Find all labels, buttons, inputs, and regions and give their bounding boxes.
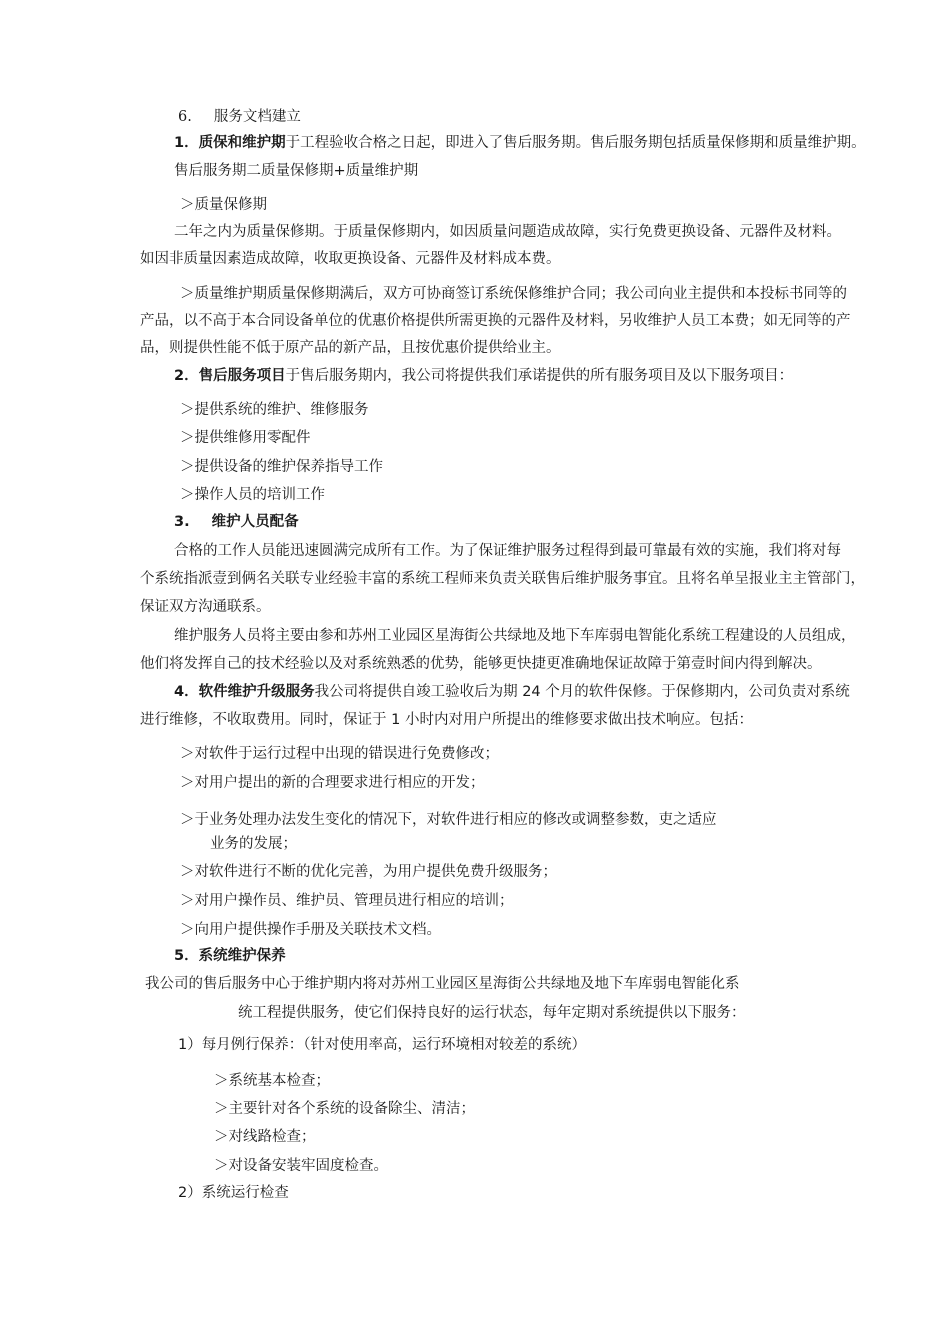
monthly-item: ＞系统基本检查； bbox=[214, 1073, 330, 1089]
software-item: ＞对用户提出的新的合理要求进行相应的开发； bbox=[180, 775, 485, 791]
staff-para-2-line-2: 他们将发挥自己的技术经验以及对系统熟悉的优势，能够更快捷更准确地保证故障于第壹时间内得到解决。 bbox=[140, 656, 822, 672]
staff-para-1-line-1: 合格的工作人员能迅速圆满完成所有工作。为了保证维护服务过程得到最可靠最有效的实施，我们将对每 bbox=[174, 543, 841, 559]
monthly-item: ＞对设备安装牢固度检查。 bbox=[214, 1158, 388, 1174]
software-item: ＞对用户操作员、维护员、管理员进行相应的培训； bbox=[180, 893, 514, 909]
staff-para-2-line-1: 维护服务人员将主要由参和苏州工业园区星海街公共绿地及地下车库弱电智能化系统工程建设的人员组成， bbox=[174, 628, 856, 644]
staff-para-1-line-2: 个系统指派壹到俩名关联专业经验丰富的系统工程师来负责关联售后维护服务事宜。且将名单呈报业主主管部门， bbox=[140, 571, 865, 587]
maintenance-line-1: ＞质量维护期质量保修期满后，双方可协商签订系统保修维护合同；我公司向业主提供和本投标书同等的 bbox=[180, 286, 847, 302]
para-1-line-2: 售后服务期二质量保修期+质量维护期 bbox=[174, 163, 419, 179]
warranty-line-2: 如因非质量因素造成故障，收取更换设备、元器件及材料成本费。 bbox=[140, 251, 561, 267]
para-3-title: 维护人员配备 bbox=[211, 514, 299, 530]
para-1-heading: 1．质保和维护期 bbox=[174, 135, 286, 151]
service-item: ＞提供设备的维护保养指导工作 bbox=[180, 459, 383, 475]
monthly-maintenance-heading: 1）每月例行保养：（针对使用率高，运行环境相对较差的系统） bbox=[178, 1037, 586, 1053]
system-check-heading: 2）系统运行检查 bbox=[178, 1185, 289, 1201]
para-1-line-1: 1．质保和维护期于工程验收合格之日起，即进入了售后服务期。售后服务期包括质量保修期和质量维护期。 bbox=[174, 135, 866, 151]
section-number: 6. bbox=[178, 109, 192, 125]
para-4-heading: 4．软件维护升级服务 bbox=[174, 684, 315, 700]
para-2-line: 2．售后服务项目于售后服务期内，我公司将提供我们承诺提供的所有服务项目及以下服务项目： bbox=[174, 368, 794, 384]
monthly-item: ＞对线路检查； bbox=[214, 1129, 316, 1145]
software-item: ＞对软件于运行过程中出现的错误进行免费修改； bbox=[180, 746, 499, 762]
maintenance-line-2: 产品，以不高于本合同设备单位的优惠价格提供所需更换的元器件及材料，另收维护人员工本费；如无同等的产 bbox=[140, 313, 851, 329]
section-6-heading bbox=[178, 107, 301, 127]
para-5-heading: 5．系统维护保养 bbox=[174, 948, 286, 964]
para-3-number: 3. bbox=[174, 514, 190, 530]
para-2-heading: 2．售后服务项目 bbox=[174, 368, 286, 384]
para-4-line-2: 进行维修，不收取费用。同时，保证于 1 小时内对用户所提出的维修要求做出技术响应。包括： bbox=[140, 712, 753, 728]
service-item: ＞操作人员的培训工作 bbox=[180, 487, 325, 503]
staff-para-1-line-3: 保证双方沟通联系。 bbox=[140, 599, 271, 615]
section-title: 服务文档建立 bbox=[213, 109, 301, 125]
warranty-heading: ＞质量保修期 bbox=[180, 197, 267, 213]
software-item-continued: 业务的发展； bbox=[210, 836, 297, 852]
para-5-line-2: 统工程提供服务，使它们保持良好的运行状态，每年定期对系统提供以下服务： bbox=[238, 1005, 746, 1021]
warranty-line-1: 二年之内为质量保修期。于质量保修期内，如因质量问题造成故障，实行免费更换设备、元器件及材料。 bbox=[174, 224, 841, 240]
maintenance-line-3: 品，则提供性能不低于原产品的新产品，且按优惠价提供给业主。 bbox=[140, 340, 561, 356]
para-5-line-1: 我公司的售后服务中心于维护期内将对苏州工业园区星海街公共绿地及地下车库弱电智能化系 bbox=[145, 976, 740, 992]
service-item: ＞提供维修用零配件 bbox=[180, 430, 311, 446]
service-item: ＞提供系统的维护、维修服务 bbox=[180, 402, 369, 418]
para-4-line-1: 4．软件维护升级服务我公司将提供自竣工验收后为期 24 个月的软件保修。于保修期内，公司负责对系统 bbox=[174, 684, 850, 700]
para-3-heading bbox=[174, 512, 299, 532]
monthly-item: ＞主要针对各个系统的设备除尘、清洁； bbox=[214, 1101, 475, 1117]
software-item: ＞向用户提供操作手册及关联技术文档。 bbox=[180, 922, 441, 938]
software-item: ＞对软件进行不断的优化完善，为用户提供免费升级服务； bbox=[180, 864, 557, 880]
software-item: ＞于业务处理办法发生变化的情况下，对软件进行相应的修改或调整参数，吏之适应 bbox=[180, 812, 717, 828]
